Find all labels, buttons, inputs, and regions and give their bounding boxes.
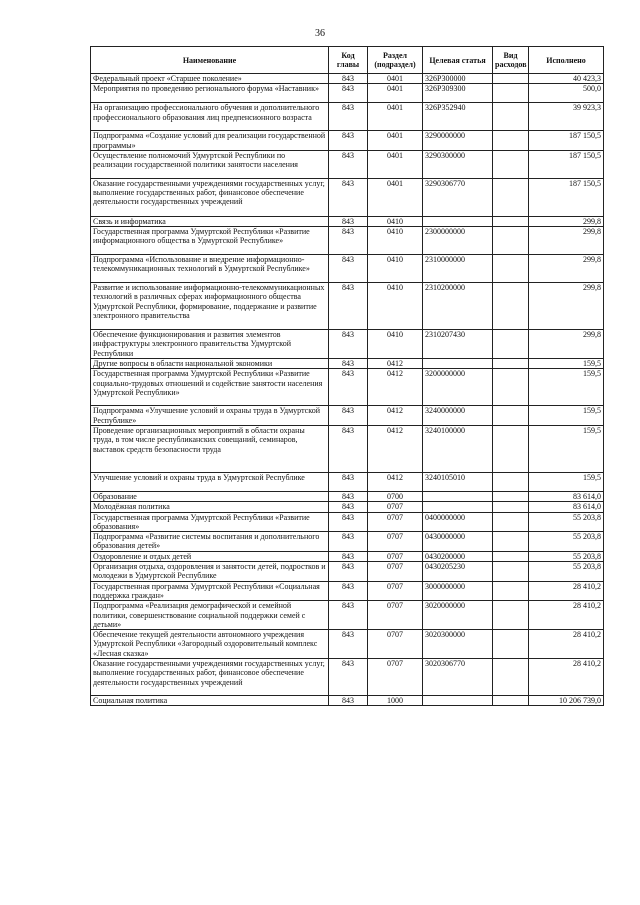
- row-code: 843: [329, 425, 368, 472]
- row-code: 843: [329, 74, 368, 84]
- table-header-row: [91, 47, 604, 74]
- table-row: [91, 283, 604, 330]
- row-target: 2310207430: [423, 330, 493, 359]
- table-row: [91, 491, 604, 501]
- row-section: 0410: [368, 330, 423, 359]
- row-section: 0410: [368, 227, 423, 255]
- table-row: [91, 103, 604, 131]
- row-target: 2300000000: [423, 227, 493, 255]
- table-row: [91, 601, 604, 630]
- row-type: [493, 502, 529, 512]
- row-section: 0412: [368, 406, 423, 426]
- row-amount: 159,5: [529, 472, 604, 491]
- row-name: Подпрограмма «Развитие системы воспитания и дополнительного образования детей»: [91, 532, 329, 552]
- row-code: 843: [329, 216, 368, 226]
- row-type: [493, 425, 529, 472]
- table-row: [91, 472, 604, 491]
- row-section: 0707: [368, 659, 423, 696]
- row-section: 0401: [368, 131, 423, 151]
- row-name: Связь и информатика: [91, 216, 329, 226]
- row-name: Оказание государственными учреждениями государственных услуг, выполнение государственных работ, финансовое обеспечение деятельности государственных учреждений: [91, 659, 329, 696]
- row-section: 0412: [368, 425, 423, 472]
- row-type: [493, 216, 529, 226]
- row-target: 3240105010: [423, 472, 493, 491]
- row-type: [493, 406, 529, 426]
- row-name: На организацию профессионального обучения и дополнительного профессионального образования лиц предпенсионного возраста: [91, 103, 329, 131]
- row-target: 3290306770: [423, 178, 493, 216]
- table-row: [91, 131, 604, 151]
- row-name: Улучшение условий и охраны труда в Удмуртской Республике: [91, 472, 329, 491]
- row-amount: 299,8: [529, 255, 604, 283]
- row-section: 0401: [368, 178, 423, 216]
- row-code: 843: [329, 491, 368, 501]
- row-name: Подпрограмма «Создание условий для реализации государственной программы»: [91, 131, 329, 151]
- row-target: 3200000000: [423, 369, 493, 406]
- row-type: [493, 659, 529, 696]
- table-row: [91, 581, 604, 601]
- table-body: [91, 74, 604, 706]
- row-name: Социальная политика: [91, 696, 329, 706]
- row-section: 0412: [368, 472, 423, 491]
- row-name: Молодёжная политика: [91, 502, 329, 512]
- row-name: Государственная программа Удмуртской Республики «Развитие образования»: [91, 512, 329, 532]
- row-amount: 159,5: [529, 369, 604, 406]
- row-target: 326P352940: [423, 103, 493, 131]
- row-target: 326P300000: [423, 74, 493, 84]
- row-target: [423, 491, 493, 501]
- row-target: 3240100000: [423, 425, 493, 472]
- row-name: Государственная программа Удмуртской Республики «Социальная поддержка граждан»: [91, 581, 329, 601]
- row-code: 843: [329, 359, 368, 369]
- row-target: 3020306770: [423, 659, 493, 696]
- table-row: [91, 150, 604, 178]
- row-section: 0707: [368, 512, 423, 532]
- table-row: [91, 406, 604, 426]
- header-section: Раздел (подраздел): [368, 47, 423, 74]
- row-section: 0707: [368, 562, 423, 582]
- row-target: [423, 696, 493, 706]
- table-row: [91, 551, 604, 561]
- row-amount: 299,8: [529, 330, 604, 359]
- row-target: 2310000000: [423, 255, 493, 283]
- row-type: [493, 150, 529, 178]
- row-amount: 299,8: [529, 283, 604, 330]
- row-name: Подпрограмма «Реализация демографической и семейной политики, совершенствование социальной поддержки семей с детьми»: [91, 601, 329, 630]
- row-amount: 28 410,2: [529, 601, 604, 630]
- row-name: Проведение организационных мероприятий в области охраны труда, в том числе республиканских совещаний, семинаров, выставок средств безопасности труда: [91, 425, 329, 472]
- row-amount: 55 203,8: [529, 532, 604, 552]
- row-code: 843: [329, 255, 368, 283]
- row-name: Подпрограмма «Улучшение условий и охраны труда в Удмуртской Республике»: [91, 406, 329, 426]
- row-section: 1000: [368, 696, 423, 706]
- budget-execution-table: [90, 46, 604, 706]
- header-type: Вид расходов: [493, 47, 529, 74]
- row-section: 0401: [368, 74, 423, 84]
- row-code: 843: [329, 562, 368, 582]
- row-target: 326P309300: [423, 84, 493, 103]
- row-type: [493, 178, 529, 216]
- row-amount: 187 150,5: [529, 178, 604, 216]
- row-type: [493, 369, 529, 406]
- header-name: Наименование: [91, 47, 329, 74]
- row-target: 0430000000: [423, 532, 493, 552]
- row-amount: 159,5: [529, 406, 604, 426]
- row-type: [493, 255, 529, 283]
- row-target: [423, 502, 493, 512]
- row-target: 3240000000: [423, 406, 493, 426]
- row-name: Оздоровление и отдых детей: [91, 551, 329, 561]
- row-amount: 28 410,2: [529, 581, 604, 601]
- table-row: [91, 227, 604, 255]
- row-target: 0430200000: [423, 551, 493, 561]
- row-name: Мероприятия по проведению регионального форума «Наставник»: [91, 84, 329, 103]
- row-section: 0410: [368, 255, 423, 283]
- row-target: 3290300000: [423, 150, 493, 178]
- table-row: [91, 84, 604, 103]
- row-amount: 55 203,8: [529, 512, 604, 532]
- row-section: 0707: [368, 630, 423, 659]
- row-code: 843: [329, 178, 368, 216]
- row-code: 843: [329, 532, 368, 552]
- row-code: 843: [329, 227, 368, 255]
- page-number: 36: [315, 28, 325, 39]
- row-code: 843: [329, 581, 368, 601]
- row-amount: 187 150,5: [529, 150, 604, 178]
- row-code: 843: [329, 472, 368, 491]
- row-amount: 55 203,8: [529, 562, 604, 582]
- row-type: [493, 74, 529, 84]
- table-row: [91, 255, 604, 283]
- row-code: 843: [329, 283, 368, 330]
- row-section: 0707: [368, 532, 423, 552]
- row-name: Государственная программа Удмуртской Республики «Развитие социально-трудовых отношений и содействие занятости населения Удмуртской Республики»: [91, 369, 329, 406]
- row-type: [493, 551, 529, 561]
- row-name: Осуществление полномочий Удмуртской Республики по реализации государственной политики занятости населения: [91, 150, 329, 178]
- row-section: 0412: [368, 359, 423, 369]
- row-amount: 55 203,8: [529, 551, 604, 561]
- row-amount: 28 410,2: [529, 659, 604, 696]
- row-name: Обеспечение текущей деятельности автономного учреждения Удмуртской Республики «Загородный оздоровительный комплекс «Лесная сказка»: [91, 630, 329, 659]
- row-type: [493, 472, 529, 491]
- row-amount: 187 150,5: [529, 131, 604, 151]
- row-amount: 500,0: [529, 84, 604, 103]
- row-type: [493, 630, 529, 659]
- table-row: [91, 659, 604, 696]
- row-section: 0412: [368, 369, 423, 406]
- row-section: 0700: [368, 491, 423, 501]
- row-type: [493, 330, 529, 359]
- row-code: 843: [329, 330, 368, 359]
- row-name: Федеральный проект «Старшее поколение»: [91, 74, 329, 84]
- row-amount: 159,5: [529, 425, 604, 472]
- row-amount: 28 410,2: [529, 630, 604, 659]
- row-type: [493, 84, 529, 103]
- row-target: 3020000000: [423, 601, 493, 630]
- row-code: 843: [329, 659, 368, 696]
- row-amount: 159,5: [529, 359, 604, 369]
- row-name: Подпрограмма «Использование и внедрение информационно-телекоммуникационных технологий в Удмуртской Республике»: [91, 255, 329, 283]
- table-row: [91, 216, 604, 226]
- row-code: 843: [329, 369, 368, 406]
- row-target: 3290000000: [423, 131, 493, 151]
- row-type: [493, 581, 529, 601]
- row-target: 3020300000: [423, 630, 493, 659]
- row-amount: 83 614,0: [529, 502, 604, 512]
- table-row: [91, 696, 604, 706]
- row-amount: 83 614,0: [529, 491, 604, 501]
- table-row: [91, 359, 604, 369]
- row-target: 3000000000: [423, 581, 493, 601]
- row-type: [493, 359, 529, 369]
- table-row: [91, 630, 604, 659]
- row-name: Оказание государственными учреждениями государственных услуг, выполнение государственных работ, финансовое обеспечение деятельности государственных учреждений: [91, 178, 329, 216]
- row-target: 0430205230: [423, 562, 493, 582]
- row-type: [493, 532, 529, 552]
- row-amount: 39 923,3: [529, 103, 604, 131]
- row-type: [493, 696, 529, 706]
- row-amount: 299,8: [529, 227, 604, 255]
- row-code: 843: [329, 512, 368, 532]
- row-section: 0707: [368, 601, 423, 630]
- row-amount: 299,8: [529, 216, 604, 226]
- row-type: [493, 131, 529, 151]
- header-target: Целевая статья: [423, 47, 493, 74]
- header-amount: Исполнено: [529, 47, 604, 74]
- row-name: Государственная программа Удмуртской Республики «Развитие информационного общества в Удмуртской Республике»: [91, 227, 329, 255]
- row-section: 0401: [368, 84, 423, 103]
- row-type: [493, 491, 529, 501]
- row-name: Другие вопросы в области национальной экономики: [91, 359, 329, 369]
- table-row: [91, 330, 604, 359]
- row-section: 0401: [368, 150, 423, 178]
- row-target: 2310200000: [423, 283, 493, 330]
- row-target: [423, 216, 493, 226]
- row-type: [493, 601, 529, 630]
- row-code: 843: [329, 406, 368, 426]
- row-target: 0400000000: [423, 512, 493, 532]
- row-section: 0707: [368, 502, 423, 512]
- table-row: [91, 425, 604, 472]
- row-name: Развитие и использование информационно-телекоммуникационных технологий в различных сферах информационного общества Удмуртской Республики, формирование, поддержание и развитие электронного правительства: [91, 283, 329, 330]
- table-row: [91, 74, 604, 84]
- row-section: 0410: [368, 216, 423, 226]
- table-row: [91, 178, 604, 216]
- row-code: 843: [329, 601, 368, 630]
- row-code: 843: [329, 103, 368, 131]
- row-type: [493, 227, 529, 255]
- row-name: Организация отдыха, оздоровления и занятости детей, подростков и молодежи в Удмуртской Республике: [91, 562, 329, 582]
- table-row: [91, 502, 604, 512]
- row-code: 843: [329, 696, 368, 706]
- row-section: 0410: [368, 283, 423, 330]
- row-code: 843: [329, 502, 368, 512]
- row-target: [423, 359, 493, 369]
- row-section: 0707: [368, 551, 423, 561]
- row-code: 843: [329, 131, 368, 151]
- row-name: Обеспечение функционирования и развития элементов инфраструктуры электронного правительства Удмуртской Республики: [91, 330, 329, 359]
- table-row: [91, 532, 604, 552]
- row-code: 843: [329, 551, 368, 561]
- row-section: 0707: [368, 581, 423, 601]
- row-type: [493, 512, 529, 532]
- row-type: [493, 103, 529, 131]
- row-code: 843: [329, 84, 368, 103]
- table-row: [91, 562, 604, 582]
- row-code: 843: [329, 150, 368, 178]
- row-code: 843: [329, 630, 368, 659]
- table-row: [91, 369, 604, 406]
- header-code: Код главы: [329, 47, 368, 74]
- row-name: Образование: [91, 491, 329, 501]
- row-type: [493, 562, 529, 582]
- table-row: [91, 512, 604, 532]
- row-section: 0401: [368, 103, 423, 131]
- row-amount: 40 423,3: [529, 74, 604, 84]
- row-amount: 10 206 739,0: [529, 696, 604, 706]
- row-type: [493, 283, 529, 330]
